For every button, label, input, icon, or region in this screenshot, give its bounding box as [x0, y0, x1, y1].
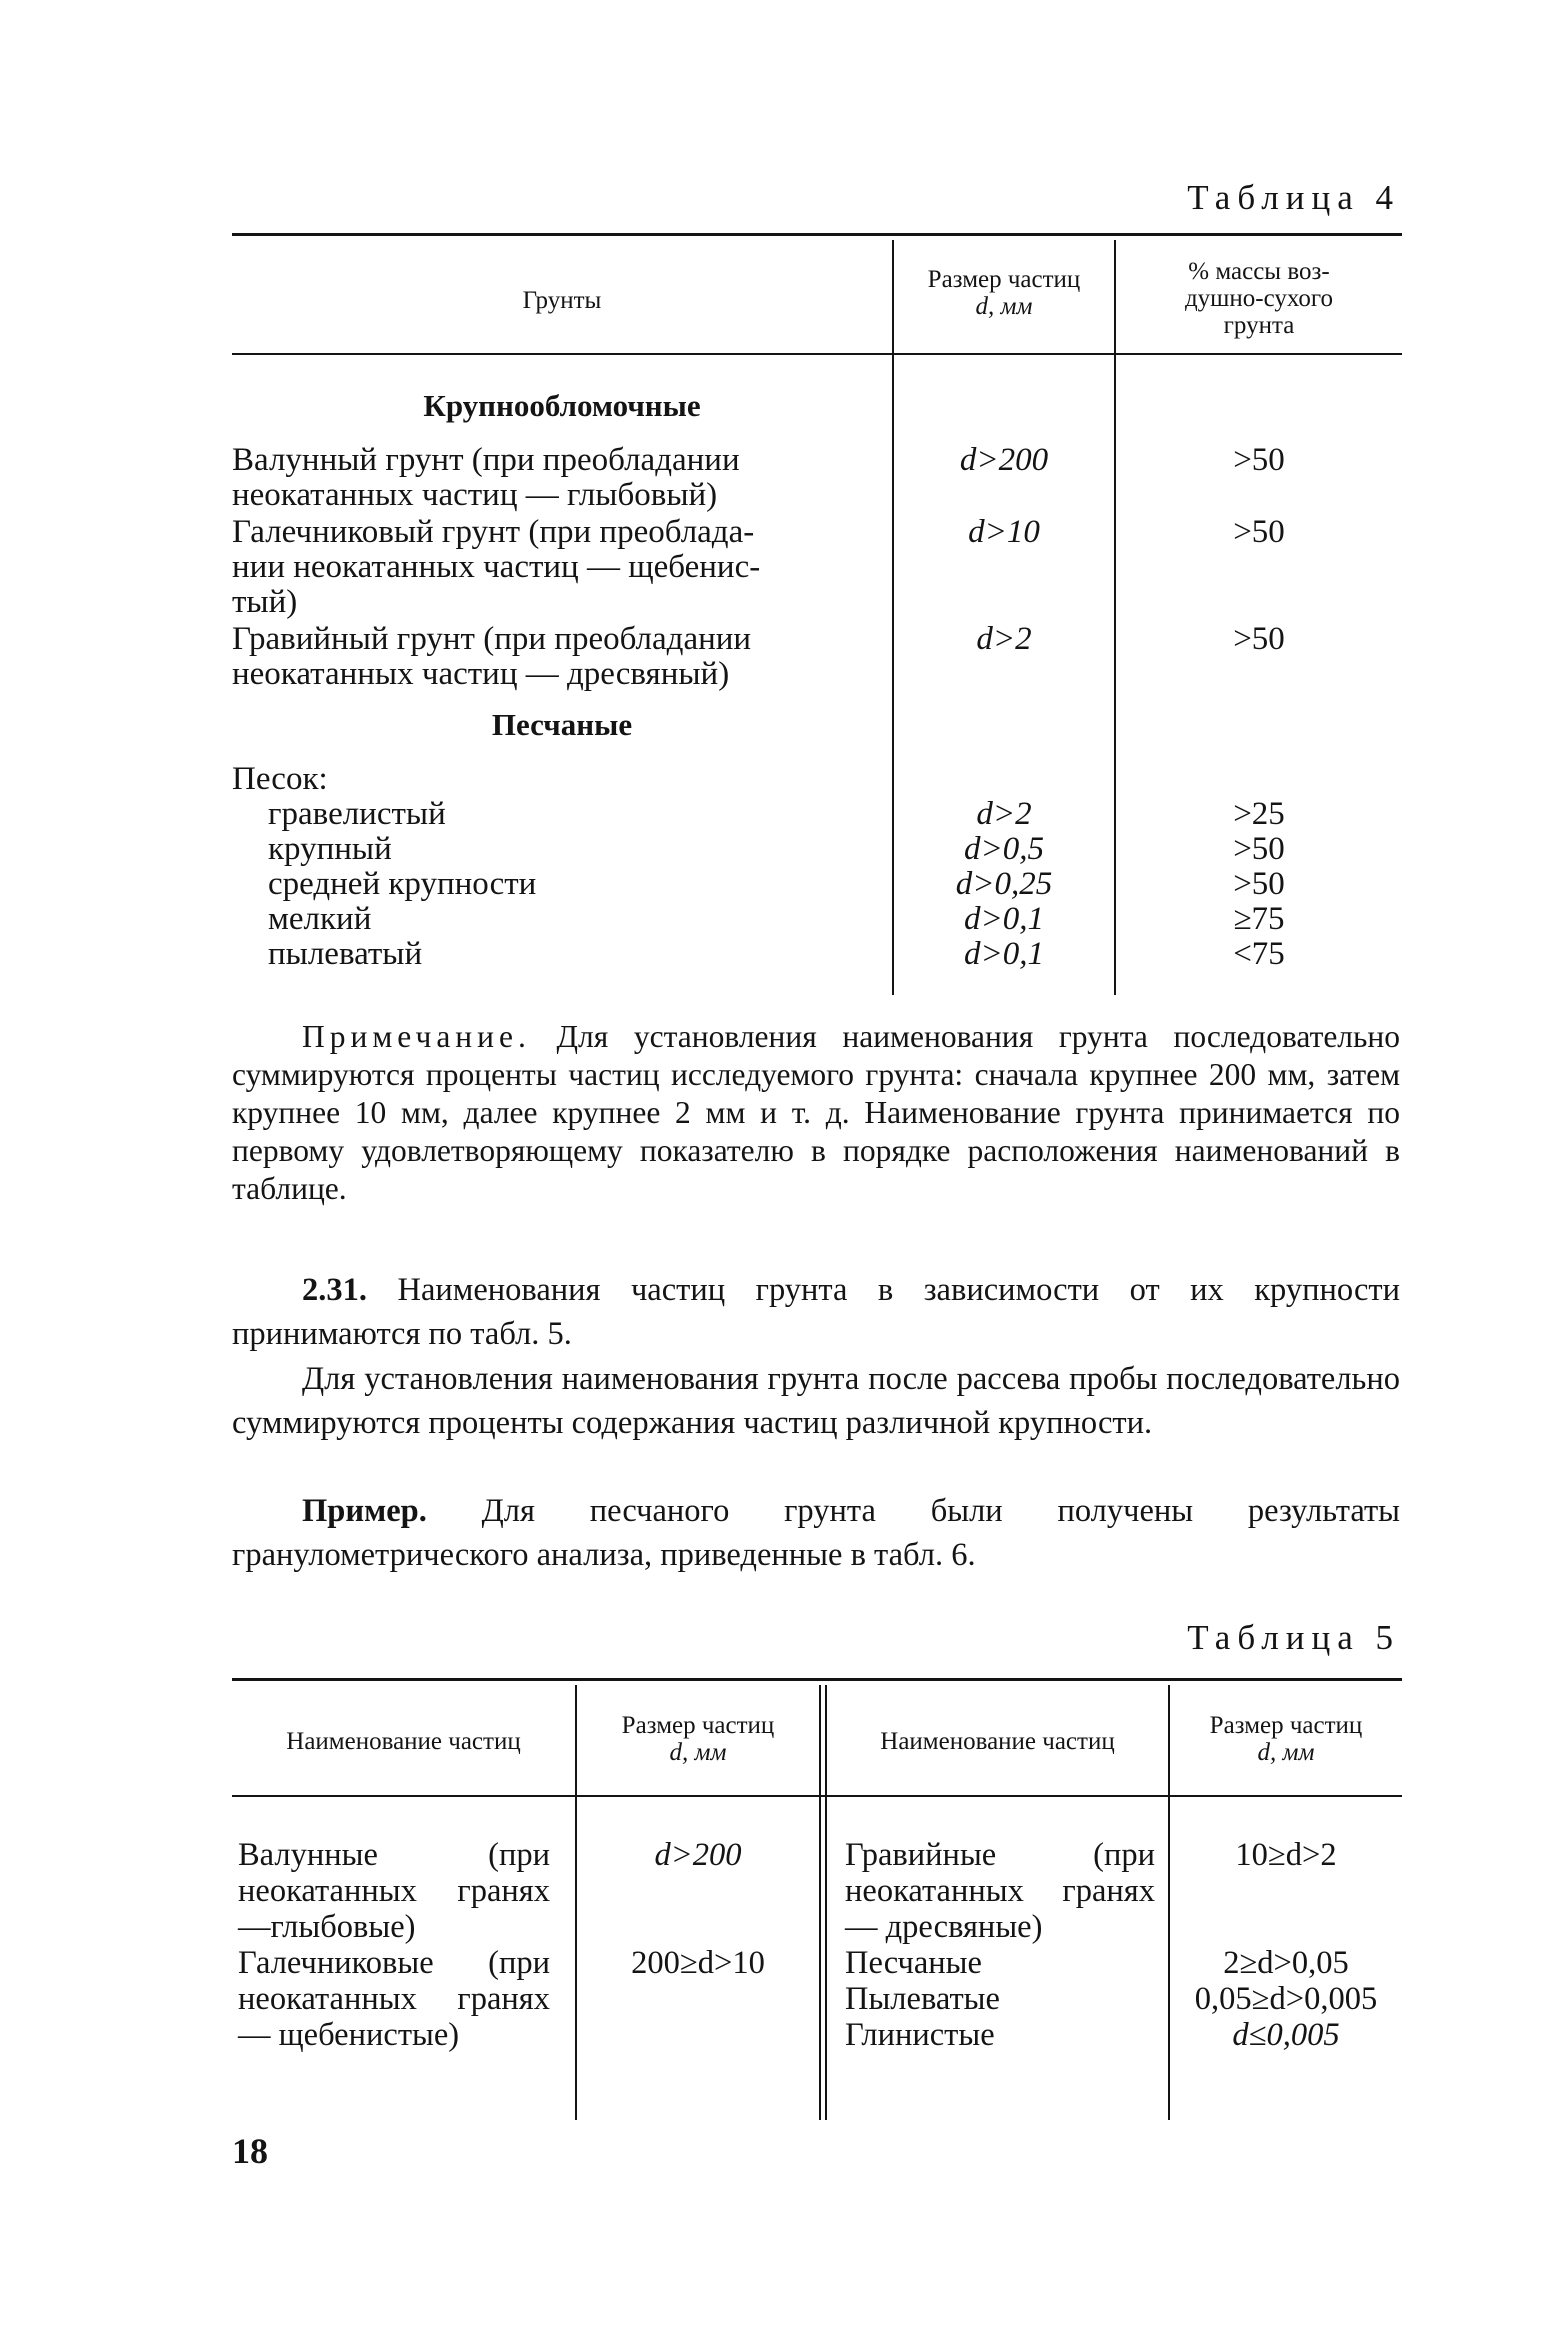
- table4-sand-mass-0: >25: [1233, 796, 1285, 832]
- table4-sand-size-3: d>0,1: [963, 901, 1045, 937]
- table4-row-boulder-line2: неокатанных частиц — глыбовый): [232, 477, 718, 513]
- table4-row-gravel-line2: неокатанных частиц — дресвяный): [232, 656, 730, 692]
- table4-sand-mass-1: >50: [1233, 831, 1285, 867]
- example-label: Пример.: [302, 1493, 427, 1529]
- section-number: 2.31.: [302, 1272, 367, 1308]
- table4-sand-mass-3: ≥75: [1233, 901, 1285, 937]
- table4-row-gravel-size: d>2: [976, 621, 1032, 657]
- table5-right-row-clay-size: d≤0,005: [1232, 2017, 1340, 2053]
- table4-row-boulder-line1: Валунный грунт (при преобладании: [232, 442, 740, 478]
- table4-header-size-line2: d, мм: [975, 293, 1033, 320]
- example-paragraph: [232, 1489, 1400, 1577]
- table4-row-pebble: [232, 515, 872, 620]
- table5-header-name-1: Наименование частиц: [286, 1728, 521, 1755]
- note-text: Для установления наименования грунта последовательно суммируются проценты частиц исследуемого грунта: сначала крупнее 200 мм, затем крупнее 10 мм, далее крупнее 2 мм и т. д. Наименование грунта принимается по первому удовлетворяющему показателю в порядке расположения наименований в таблице.: [232, 1019, 1401, 1206]
- table4-header-size-line1: Размер частиц: [927, 266, 1081, 293]
- table5-right-row-silt-size: 0,05≥d>0,005: [1194, 1981, 1378, 2017]
- table4-sand-mass-2: >50: [1233, 866, 1285, 902]
- table5-right-row-gravel-size: 10≥d>2: [1235, 1837, 1337, 1873]
- table4-sand-size-1: d>0,5: [963, 831, 1045, 867]
- table5-header-size-2: [1170, 1712, 1402, 1766]
- table4-row-pebble-mass: >50: [1233, 514, 1285, 550]
- table5-right-row-gravel: Гравийные (при неокатанных гранях — дресвяные): [845, 1837, 1155, 1945]
- table4-caption: Таблица 4: [1187, 178, 1400, 217]
- section-2-31-paragraph-2: Для установления наименования грунта после рассева пробы последовательно суммируются проценты содержания частиц различной крупности.: [232, 1361, 1400, 1441]
- table4-header-rule: [232, 353, 1402, 355]
- table4-top-rule: [232, 233, 1402, 236]
- table5-right-row-sand: Песчаные: [845, 1945, 982, 1981]
- note-label: Примечание.: [302, 1019, 531, 1054]
- table5-header-rule: [232, 1795, 1402, 1797]
- table4-sand-mass-4: <75: [1233, 936, 1285, 972]
- table4-row-boulder-size: d>200: [959, 442, 1049, 478]
- table4-sand-name-1: крупный: [268, 831, 392, 867]
- table4-row-boulder: [232, 443, 872, 513]
- table4-row-gravel: [232, 622, 872, 692]
- table5-header-size-1-line1: Размер частиц: [621, 1712, 775, 1739]
- table4-header-mass-line1: % массы воз-: [1188, 258, 1330, 285]
- table5-right-row-silt: Пылеватые: [845, 1981, 1000, 2017]
- table5-right-row-sand-size: 2≥d>0,05: [1223, 1945, 1349, 1981]
- table4-header-mass-line3: грунта: [1223, 312, 1295, 339]
- table5-header-size-2-line2: d, мм: [1257, 1739, 1315, 1766]
- table4-sand-name-2: средней крупности: [268, 866, 537, 902]
- table4-header-mass: [1116, 258, 1402, 339]
- table5-header-size-2-line1: Размер частиц: [1209, 1712, 1363, 1739]
- table5-left-row-boulder: Валунные (при неокатанных гранях—глыбовые): [238, 1837, 550, 1945]
- table4-sand-name-0: гравелистый: [268, 796, 446, 832]
- table5-left-row-pebble-size: 200≥d>10: [631, 1945, 765, 1981]
- table5-caption: Таблица 5: [1187, 1618, 1400, 1657]
- table5-header-size-1: [577, 1712, 819, 1766]
- table4-row-boulder-mass: >50: [1233, 442, 1285, 478]
- table4-row-gravel-mass: >50: [1233, 621, 1285, 657]
- table5-left-row-pebble: Галечниковые (при неокатанных гранях — щебенистые): [238, 1945, 550, 2053]
- table4-sand-size-0: d>2: [976, 796, 1032, 832]
- section-2-31-text: Наименования частиц грунта в зависимости от их крупности принимаются по табл. 5.: [232, 1272, 1400, 1352]
- table4-note: [232, 1018, 1400, 1208]
- table4-header-size: [894, 266, 1114, 320]
- table4-header-soils: Грунты: [522, 287, 602, 314]
- page-number: 18: [232, 2131, 268, 2171]
- table4-sand-name-4: пылеватый: [268, 936, 423, 972]
- example-text: Для песчаного грунта были получены результаты гранулометрического анализа, приведенные в табл. 6.: [232, 1493, 1400, 1573]
- table5-left-row-boulder-size: d>200: [654, 1837, 742, 1873]
- table4-sand-label: Песок:: [232, 761, 328, 797]
- table5-header-size-1-line2: d, мм: [669, 1739, 727, 1766]
- table4-sand-size-4: d>0,1: [963, 936, 1045, 972]
- table4-sand-name-3: мелкий: [268, 901, 372, 937]
- table4-row-pebble-line1: Галечниковый грунт (при преоблада-: [232, 514, 755, 550]
- table4-row-pebble-line3: тый): [232, 584, 298, 620]
- table4-row-pebble-line2: нии неокатанных частиц — щебенис-: [232, 549, 761, 585]
- table5-col-divider-2a: [819, 1685, 821, 2120]
- table4-row-pebble-size: d>10: [968, 514, 1040, 550]
- section-2-31-paragraph: [232, 1268, 1400, 1356]
- table5-right-row-clay: Глинистые: [845, 2017, 995, 2053]
- section-coarse-heading: Крупнообломочные: [423, 388, 701, 423]
- table5-top-rule: [232, 1678, 1402, 1681]
- table4-row-gravel-line1: Гравийный грунт (при преобладании: [232, 621, 752, 657]
- section-sand-heading: Песчаные: [491, 707, 633, 742]
- table5-header-name-2: Наименование частиц: [880, 1728, 1115, 1755]
- table4-header-mass-line2: душно-сухого: [1184, 285, 1334, 312]
- table4-sand-size-2: d>0,25: [955, 866, 1053, 902]
